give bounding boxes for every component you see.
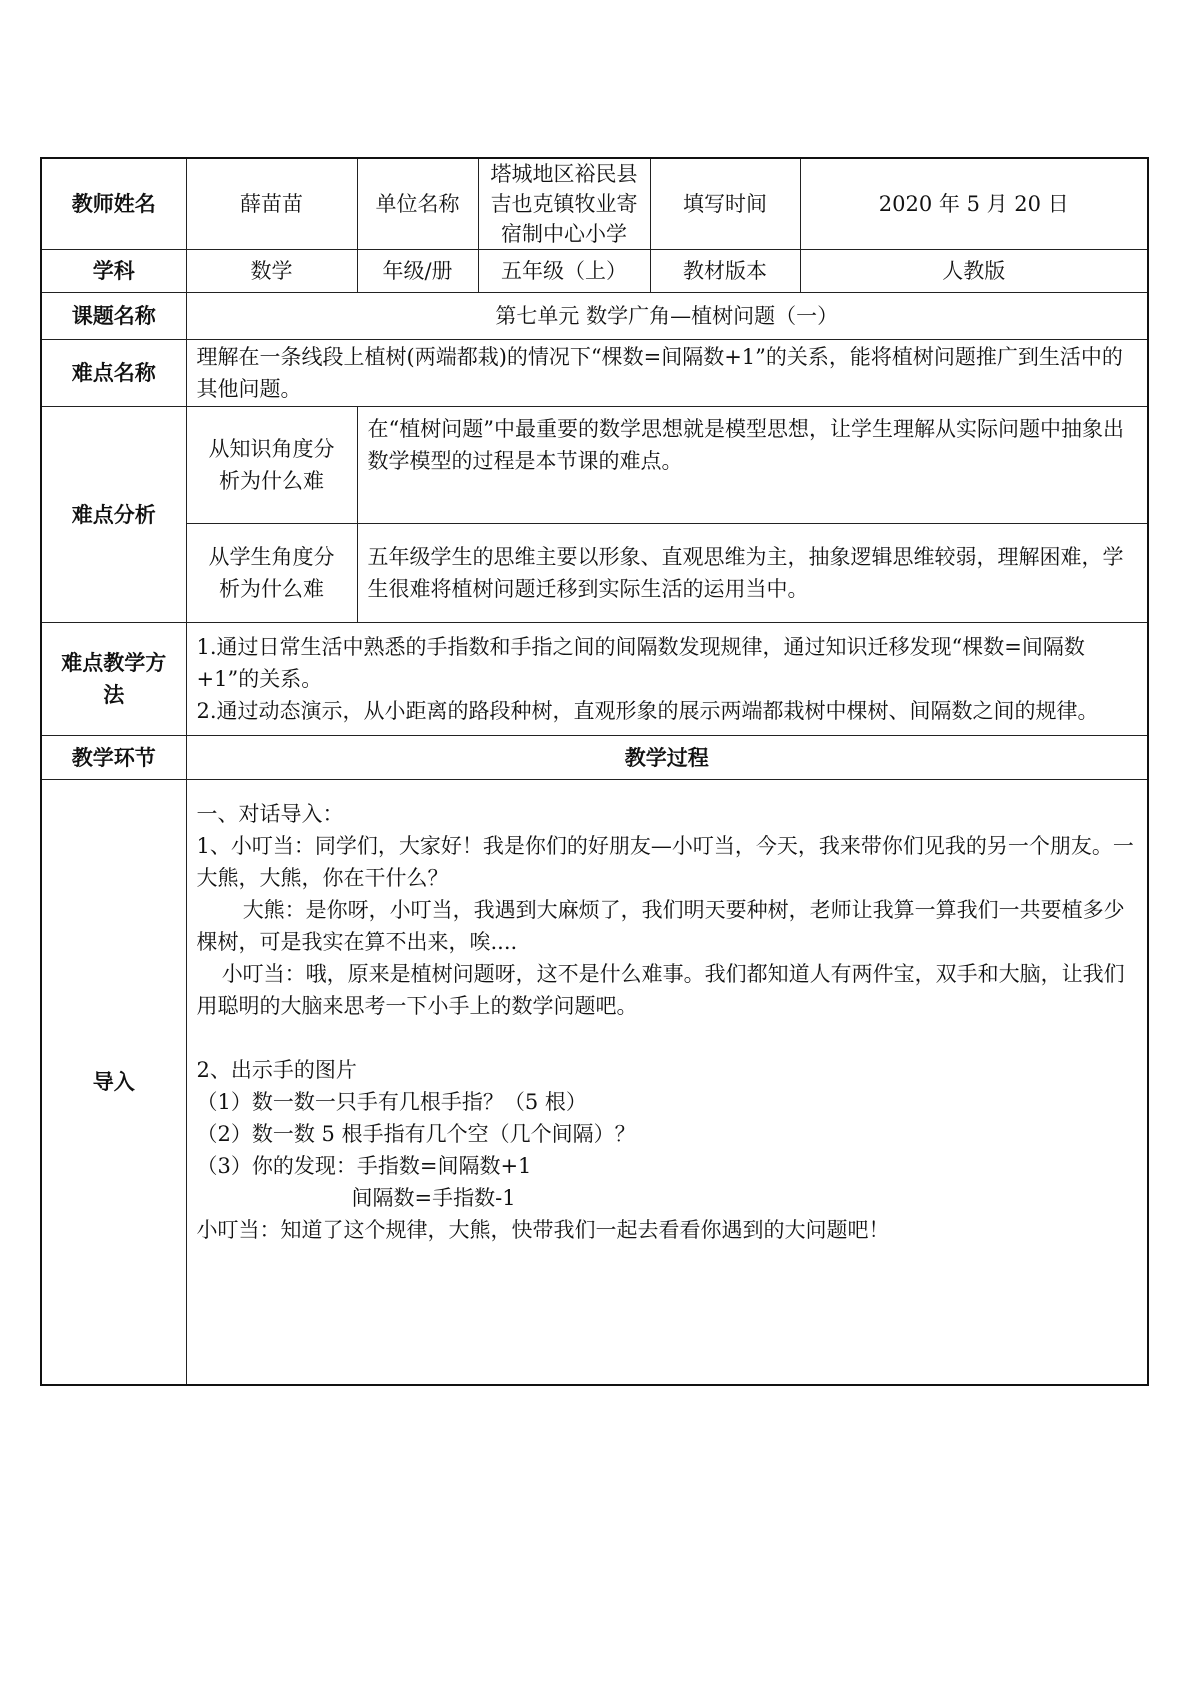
teaching-process-header: 教学过程 — [186, 736, 1148, 780]
topic-row — [41, 293, 1148, 340]
grade-value: 五年级（上） — [478, 250, 650, 293]
method-item: 2.通过动态演示，从小距离的路段种树，直观形象的展示两端都栽树中棵树、间隔数之间的规律。 — [196, 699, 1099, 723]
analysis-label: 难点分析 — [41, 407, 186, 623]
intro-line: （3）你的发现：手指数=间隔数+1 — [196, 1154, 532, 1178]
spacer — [197, 1022, 1138, 1054]
teaching-stage-header: 教学环节 — [41, 736, 186, 780]
intro-content — [186, 780, 1148, 1385]
edition-label: 教材版本 — [650, 250, 800, 293]
intro-line: 间隔数=手指数-1 — [351, 1186, 516, 1210]
unit-name-value — [478, 158, 650, 250]
difficulty-label: 难点名称 — [41, 340, 186, 407]
intro-stage-label: 导入 — [41, 780, 186, 1385]
difficulty-row — [41, 340, 1148, 407]
method-row — [41, 623, 1148, 736]
knowledge-angle-label: 从知识角度分析为什么难 — [186, 407, 357, 524]
topic-value: 第七单元 数学广角—植树问题（一） — [186, 293, 1148, 340]
unit-name-line: 宿制中心小学 — [501, 222, 627, 246]
intro-line: 1、小叮当：同学们，大家好！我是你们的好朋友—小叮当，今天，我来带你们见我的另一个朋友。一大熊，大熊，你在干什么？ — [196, 834, 1134, 890]
intro-line: 小叮当：知道了这个规律，大熊，快带我们一起去看看你遇到的大问题吧！ — [196, 1218, 890, 1242]
student-angle-label: 从学生角度分析为什么难 — [186, 524, 357, 623]
topic-label: 课题名称 — [41, 293, 186, 340]
grade-label: 年级/册 — [357, 250, 478, 293]
analysis-row-student — [41, 524, 1148, 623]
intro-row — [41, 780, 1148, 1385]
intro-line: （2）数一数 5 根手指有几个空（几个间隔）？ — [196, 1122, 636, 1146]
intro-line: 一、对话导入： — [196, 802, 344, 826]
unit-name-line: 吉也克镇牧业寄 — [490, 192, 638, 216]
fill-date-value: 2020 年 5 月 20 日 — [800, 158, 1148, 250]
method-content — [186, 623, 1148, 736]
subject-label: 学科 — [41, 250, 186, 293]
intro-line: 2、出示手的图片 — [196, 1058, 357, 1082]
fill-date-label: 填写时间 — [650, 158, 800, 250]
unit-name-label: 单位名称 — [357, 158, 478, 250]
process-header-row — [41, 736, 1148, 780]
difficulty-value: 理解在一条线段上植树(两端都栽)的情况下“棵数=间隔数+1”的关系，能将植树问题推广到生活中的其他问题。 — [186, 340, 1148, 407]
intro-line: 小叮当：哦，原来是植树问题呀，这不是什么难事。我们都知道人有两件宝，双手和大脑，让我们用聪明的大脑来思考一下小手上的数学问题吧。 — [196, 962, 1125, 1018]
intro-line: 大熊：是你呀，小叮当，我遇到大麻烦了，我们明天要种树，老师让我算一算我们一共要植多少棵树，可是我实在算不出来，唉.... — [196, 898, 1125, 954]
teacher-name-label: 教师姓名 — [41, 158, 186, 250]
method-item: 1.通过日常生活中熟悉的手指数和手指之间的间隔数发现规律，通过知识迁移发现“棵数=间隔数+1”的关系。 — [196, 635, 1085, 691]
info-row-1 — [41, 158, 1148, 250]
edition-value: 人教版 — [800, 250, 1148, 293]
lesson-plan-table — [40, 157, 1149, 1386]
info-row-2 — [41, 250, 1148, 293]
method-label: 难点教学方法 — [41, 623, 186, 736]
analysis-row-knowledge — [41, 407, 1148, 524]
subject-value: 数学 — [186, 250, 357, 293]
teacher-name-value: 薛苗苗 — [186, 158, 357, 250]
knowledge-angle-text: 在“植树问题”中最重要的数学思想就是模型思想，让学生理解从实际问题中抽象出数学模型的过程是本节课的难点。 — [357, 407, 1148, 524]
intro-line: （1）数一数一只手有几根手指？（5 根） — [196, 1090, 587, 1114]
unit-name-line: 塔城地区裕民县 — [490, 162, 638, 186]
student-angle-text: 五年级学生的思维主要以形象、直观思维为主，抽象逻辑思维较弱，理解困难，学生很难将植树问题迁移到实际生活的运用当中。 — [357, 524, 1148, 623]
